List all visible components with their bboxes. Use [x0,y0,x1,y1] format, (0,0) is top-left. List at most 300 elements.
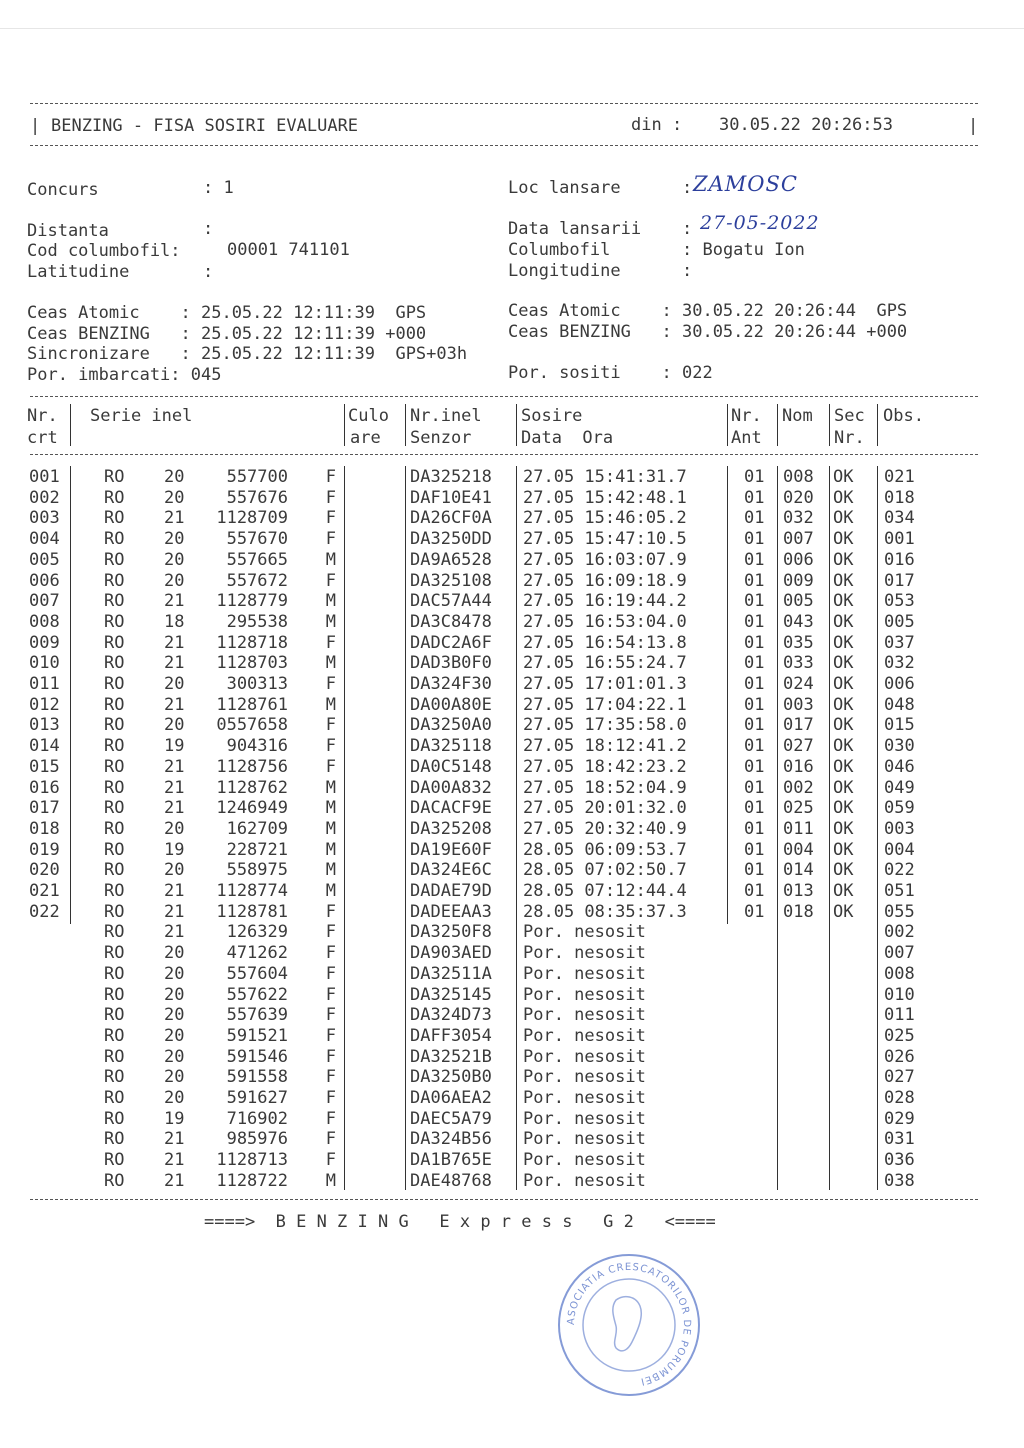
cell-nr: 012 [29,694,60,715]
cell-nr: 013 [29,715,60,736]
cell-senzor: DACACF9E [410,798,492,819]
cell-sec: OK [833,467,854,487]
cell-ant: 01 [744,715,765,736]
concurs-value: : 1 [203,178,234,198]
cell-nom: 018 [783,901,814,922]
col-ant-line2: Ant [731,428,762,448]
ceas-benzing-start: Ceas BENZING : 25.05.22 12:11:39 +000 [27,324,427,344]
cell-obs: 028 [884,1088,915,1108]
cell-s: F [325,487,336,508]
cell-y: 20 [164,467,185,487]
cell-s: F [325,1067,336,1088]
cell-obs: 049 [884,777,915,798]
cell-sosire: 27.05 16:19:44.2 [523,591,687,612]
cell-ant: 01 [744,611,765,632]
cell-sec: OK [833,839,854,860]
body-sep-serie [344,466,345,1190]
cell-obs: 032 [884,653,915,674]
cell-nom: 008 [783,467,814,487]
distanta-label: Distanta [27,221,109,241]
col-nr-line1: Nr. [27,406,58,426]
cell-senzor: DA325218 [410,467,492,487]
table-header-rule [30,454,978,455]
cell-y: 21 [164,798,185,819]
cell-sosire: Por. nesosit [523,984,646,1005]
cell-y: 21 [164,1170,185,1191]
cell-s: F [325,1088,336,1108]
cell-senzor: DA9A6528 [410,549,492,570]
cell-sosire: 27.05 16:55:24.7 [523,653,687,674]
cell-nom: 027 [783,736,814,757]
cell-c: RO [104,860,125,881]
cell-ant: 01 [744,591,765,612]
ceas-atomic-end: Ceas Atomic : 30.05.22 20:26:44 GPS [508,301,908,321]
cell-nr: 010 [29,653,60,674]
body-sep-sec [877,466,878,1190]
cell-c: RO [104,1170,125,1191]
cell-sec: OK [833,901,854,922]
cell-ant: 01 [744,860,765,881]
body-sep-sosire [727,466,728,924]
cell-nom: 032 [783,508,814,529]
cell-ant: 01 [744,901,765,922]
cell-ant: 01 [744,653,765,674]
cell-ring: 716902 [226,1108,288,1129]
cell-c: RO [104,1005,125,1026]
cell-ring: 557676 [226,487,288,508]
col-sosire-line1: Sosire [521,406,583,426]
cell-sosire: 28.05 07:12:44.4 [523,881,687,901]
cell-ring: 904316 [226,736,288,757]
body-sep-nr [70,466,71,924]
cell-s: F [325,736,336,757]
cell-sosire: 27.05 17:04:22.1 [523,694,687,715]
cell-nr: 009 [29,632,60,653]
cell-y: 20 [164,487,185,508]
cell-ant: 01 [744,570,765,591]
cell-senzor: DAFF3054 [410,1025,492,1046]
cell-sosire: Por. nesosit [523,1088,646,1108]
cell-nom: 011 [783,818,814,839]
col-ant-line1: Nr. [731,406,762,426]
cell-ant: 01 [744,674,765,694]
longitudine-label: Longitudine [508,261,621,281]
cell-y: 20 [164,1025,185,1046]
cell-sosire: Por. nesosit [523,943,646,964]
cell-ring: 1128774 [216,881,288,901]
cell-sosire: Por. nesosit [523,1170,646,1191]
cell-obs: 059 [884,798,915,819]
cell-obs: 029 [884,1108,915,1129]
cell-ring: 591558 [226,1067,288,1088]
columbofil-value: : Bogatu Ion [682,240,805,260]
cell-ant: 01 [744,881,765,901]
cell-c: RO [104,984,125,1005]
cod-columbofil-value: 00001 741101 [227,240,350,260]
cell-obs: 027 [884,1067,915,1088]
body-sep-culoare [405,466,406,1190]
cell-ring: 591546 [226,1046,288,1067]
cell-y: 20 [164,1088,185,1108]
cell-nom: 043 [783,611,814,632]
cell-senzor: DA325208 [410,818,492,839]
col-sosire-line2: Data Ora [521,428,614,448]
cell-ring: 1128709 [216,508,288,529]
cell-c: RO [104,963,125,984]
cell-sosire: Por. nesosit [523,922,646,943]
body-sep-nom [829,466,830,1190]
cell-nom: 013 [783,881,814,901]
cell-ring: 1128756 [216,756,288,777]
cell-y: 20 [164,943,185,964]
cell-s: F [325,467,336,487]
cell-nom: 002 [783,777,814,798]
cell-s: M [325,798,336,819]
cell-nom: 016 [783,756,814,777]
cell-ant: 01 [744,694,765,715]
cell-sec: OK [833,570,854,591]
col-nr-line2: crt [27,428,58,448]
cell-obs: 026 [884,1046,915,1067]
cell-nr: 016 [29,777,60,798]
cell-nr: 008 [29,611,60,632]
cell-obs: 036 [884,1150,915,1171]
cell-s: M [325,881,336,901]
cell-c: RO [104,818,125,839]
cell-senzor: DA3250A0 [410,715,492,736]
cell-nr: 022 [29,901,60,922]
cell-c: RO [104,1150,125,1171]
cell-y: 20 [164,715,185,736]
cell-obs: 005 [884,611,915,632]
cell-ring: 126329 [226,922,288,943]
cell-ring: 295538 [226,611,288,632]
cell-s: F [325,632,336,653]
cell-sec: OK [833,674,854,694]
cell-ring: 591627 [226,1088,288,1108]
cell-nr: 020 [29,860,60,881]
cell-sosire: 27.05 15:47:10.5 [523,529,687,550]
cell-y: 21 [164,881,185,901]
cell-senzor: DA00A80E [410,694,492,715]
cell-sec: OK [833,508,854,529]
cell-sosire: 27.05 17:01:01.3 [523,674,687,694]
header-left-bar: | [30,116,41,136]
cell-obs: 002 [884,922,915,943]
cell-s: M [325,1170,336,1191]
cell-ant: 01 [744,736,765,757]
cell-obs: 038 [884,1170,915,1191]
cell-sec: OK [833,860,854,881]
cell-obs: 017 [884,570,915,591]
cell-y: 21 [164,632,185,653]
cell-ring: 557700 [226,467,288,487]
cell-nr: 001 [29,467,60,487]
cell-ant: 01 [744,632,765,653]
header-top-rule [30,103,978,104]
cell-senzor: DADC2A6F [410,632,492,653]
data-lansarii-value: 27-05-2022 [700,212,820,234]
cell-c: RO [104,632,125,653]
cell-ant: 01 [744,756,765,777]
cell-y: 20 [164,1046,185,1067]
cell-nr: 014 [29,736,60,757]
cell-sosire: Por. nesosit [523,1108,646,1129]
cell-s: F [325,1005,336,1026]
cell-ring: 471262 [226,943,288,964]
cell-senzor: DA00A832 [410,777,492,798]
cell-y: 21 [164,756,185,777]
cell-obs: 001 [884,529,915,550]
cell-obs: 034 [884,508,915,529]
cell-senzor: DADEEAA3 [410,901,492,922]
cell-sosire: Por. nesosit [523,963,646,984]
cell-sec: OK [833,591,854,612]
cell-y: 20 [164,529,185,550]
cell-sosire: 28.05 07:02:50.7 [523,860,687,881]
cell-ring: 1128761 [216,694,288,715]
cell-nr: 007 [29,591,60,612]
cell-sosire: 27.05 18:42:23.2 [523,756,687,777]
cell-nr: 018 [29,818,60,839]
cell-sosire: Por. nesosit [523,1129,646,1150]
loc-lansare-sep: : [682,178,693,198]
cell-obs: 003 [884,818,915,839]
hdr-sep [344,404,345,446]
cell-sec: OK [833,653,854,674]
cell-sec: OK [833,632,854,653]
cell-s: M [325,591,336,612]
cell-y: 20 [164,1005,185,1026]
cell-s: F [325,715,336,736]
columbofil-label: Columbofil [508,240,611,260]
latitudine-label: Latitudine [27,262,130,282]
cell-ring: 1246949 [216,798,288,819]
cell-nom: 033 [783,653,814,674]
cell-sosire: 28.05 08:35:37.3 [523,901,687,922]
cell-ring: 1128762 [216,777,288,798]
cell-y: 21 [164,1150,185,1171]
cell-ring: 558975 [226,860,288,881]
cell-senzor: DA26CF0A [410,508,492,529]
col-nom: Nom [782,406,813,426]
cell-senzor: DA324F30 [410,674,492,694]
cell-c: RO [104,839,125,860]
cell-s: F [325,1129,336,1150]
cell-c: RO [104,1046,125,1067]
footer-banner: ====> B E N Z I N G E x p r e s s G 2 <==== [204,1212,716,1232]
col-sec-line2: Nr. [834,428,865,448]
cell-ant: 01 [744,487,765,508]
cell-s: F [325,508,336,529]
loc-lansare-label: Loc lansare [508,178,621,198]
cell-senzor: DADAE79D [410,881,492,901]
cell-ring: 1128722 [216,1170,288,1191]
cell-ring: 1128703 [216,653,288,674]
cell-c: RO [104,1129,125,1150]
cell-nom: 020 [783,487,814,508]
cell-s: M [325,777,336,798]
sincronizare: Sincronizare : 25.05.22 12:11:39 GPS+03h [27,344,468,364]
ceas-atomic-start: Ceas Atomic : 25.05.22 12:11:39 GPS [27,303,427,323]
col-sec-line1: Sec [834,406,865,426]
cell-ring: 557604 [226,963,288,984]
cell-obs: 055 [884,901,915,922]
cell-sosire: 27.05 20:01:32.0 [523,798,687,819]
cell-sec: OK [833,694,854,715]
latitudine-value: : [203,262,214,282]
cell-nr: 004 [29,529,60,550]
cell-ant: 01 [744,818,765,839]
cell-c: RO [104,653,125,674]
cell-senzor: DA3250B0 [410,1067,492,1088]
cell-y: 20 [164,570,185,591]
cell-s: F [325,756,336,777]
cell-y: 20 [164,549,185,570]
cell-obs: 022 [884,860,915,881]
cell-y: 20 [164,818,185,839]
cell-senzor: DA3250DD [410,529,492,550]
cell-s: F [325,529,336,550]
cell-s: M [325,818,336,839]
cell-c: RO [104,549,125,570]
cell-ring: 557622 [226,984,288,1005]
col-serie-inel: Serie inel [90,406,193,426]
cell-ring: 985976 [226,1129,288,1150]
cell-senzor: DA325145 [410,984,492,1005]
report-date-label: din : [631,115,683,135]
cell-c: RO [104,487,125,508]
cell-senzor: DA324E6C [410,860,492,881]
cell-s: F [325,901,336,922]
cell-c: RO [104,508,125,529]
cell-y: 21 [164,922,185,943]
cell-sec: OK [833,529,854,550]
cell-sosire: Por. nesosit [523,1025,646,1046]
cell-ring: 162709 [226,818,288,839]
cell-ring: 557670 [226,529,288,550]
col-obs: Obs. [883,406,924,426]
cell-c: RO [104,591,125,612]
cell-c: RO [104,756,125,777]
ceas-benzing-end: Ceas BENZING : 30.05.22 20:26:44 +000 [508,322,908,342]
cell-y: 20 [164,674,185,694]
cell-s: F [325,1150,336,1171]
cell-y: 19 [164,839,185,860]
cell-ring: 591521 [226,1025,288,1046]
cell-nom: 009 [783,570,814,591]
cell-y: 18 [164,611,185,632]
cell-s: F [325,943,336,964]
cell-c: RO [104,715,125,736]
cell-obs: 018 [884,487,915,508]
cell-sec: OK [833,715,854,736]
cell-senzor: DAD3B0F0 [410,653,492,674]
cell-senzor: DA19E60F [410,839,492,860]
cell-ant: 01 [744,467,765,487]
association-stamp [554,1250,704,1400]
cell-sosire: 27.05 17:35:58.0 [523,715,687,736]
cell-ring: 1128718 [216,632,288,653]
cell-nr: 002 [29,487,60,508]
cell-sosire: 27.05 15:46:05.2 [523,508,687,529]
cell-senzor: DA32521B [410,1046,492,1067]
cell-ring: 0557658 [216,715,288,736]
cell-nr: 017 [29,798,60,819]
cell-sosire: Por. nesosit [523,1067,646,1088]
cell-obs: 016 [884,549,915,570]
cell-nom: 004 [783,839,814,860]
cell-obs: 037 [884,632,915,653]
cell-ring: 1128779 [216,591,288,612]
cell-c: RO [104,570,125,591]
cell-c: RO [104,1025,125,1046]
cell-ant: 01 [744,529,765,550]
cell-s: F [325,984,336,1005]
cell-y: 19 [164,1108,185,1129]
cell-senzor: DA903AED [410,943,492,964]
cell-senzor: DA0C5148 [410,756,492,777]
cell-nom: 035 [783,632,814,653]
cell-c: RO [104,1108,125,1129]
cell-ant: 01 [744,549,765,570]
cell-s: F [325,1108,336,1129]
cell-y: 20 [164,1067,185,1088]
cell-c: RO [104,798,125,819]
cell-sec: OK [833,777,854,798]
cell-obs: 021 [884,467,915,487]
cell-s: M [325,549,336,570]
cell-c: RO [104,694,125,715]
cell-y: 20 [164,984,185,1005]
cell-obs: 007 [884,943,915,964]
cell-sosire: 27.05 16:09:18.9 [523,570,687,591]
cell-nr: 019 [29,839,60,860]
cell-senzor: DAC57A44 [410,591,492,612]
cell-obs: 030 [884,736,915,757]
distanta-value: : [203,219,214,239]
cell-obs: 048 [884,694,915,715]
cell-nom: 007 [783,529,814,550]
cell-c: RO [104,922,125,943]
cell-sosire: 27.05 18:12:41.2 [523,736,687,757]
cell-nom: 005 [783,591,814,612]
cell-nom: 025 [783,798,814,819]
body-sep-ant [777,466,778,1190]
cell-senzor: DA325118 [410,736,492,757]
cell-ring: 300313 [226,674,288,694]
cell-nr: 011 [29,674,60,694]
cell-nr: 021 [29,881,60,901]
cell-y: 21 [164,508,185,529]
cell-sec: OK [833,487,854,508]
col-nr-inel-line1: Nr.inel [410,406,482,426]
cell-y: 20 [164,963,185,984]
cell-senzor: DAE48768 [410,1170,492,1191]
cell-obs: 051 [884,881,915,901]
cell-senzor: DA324D73 [410,1005,492,1026]
porumbei-imbarcati: Por. imbarcati: 045 [27,365,222,385]
cell-s: F [325,1025,336,1046]
cell-nr: 015 [29,756,60,777]
col-culoare-line1: Culo [348,406,389,426]
cell-senzor: DA32511A [410,963,492,984]
cell-nom: 017 [783,715,814,736]
cell-sosire: 27.05 16:53:04.0 [523,611,687,632]
cell-sosire: 27.05 20:32:40.9 [523,818,687,839]
cell-sosire: 28.05 06:09:53.7 [523,839,687,860]
hdr-sep [877,404,878,446]
